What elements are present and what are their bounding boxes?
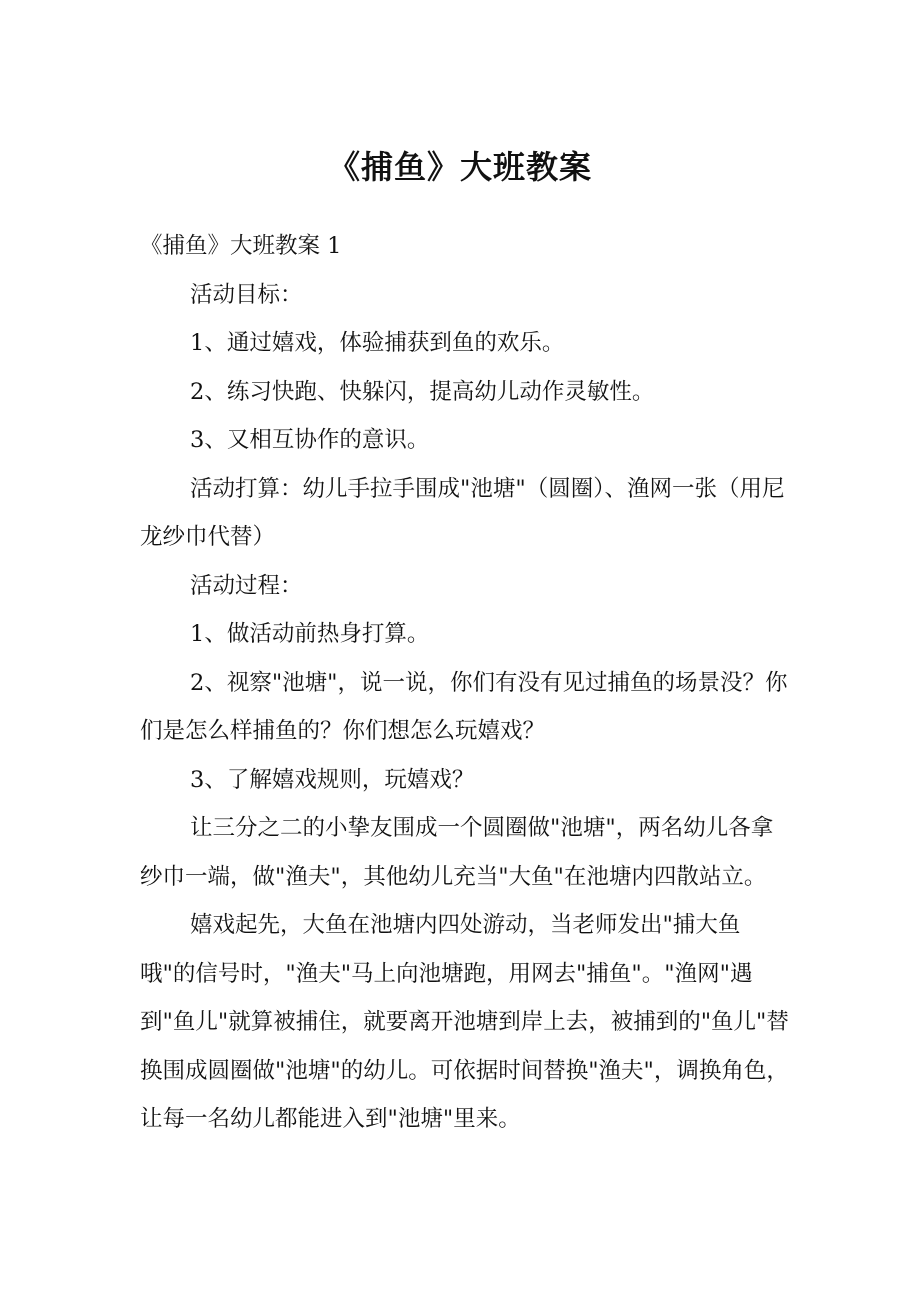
paragraph-process-2: 2、视察"池塘"，说一说，你们有没有见过捕鱼的场景没？你们是怎么样捕鱼的？你们想怎么玩嬉戏？: [140, 669, 788, 744]
section-heading: 《捕鱼》大班教案 1: [140, 233, 342, 259]
paragraph-process-3: 3、了解嬉戏规则，玩嬉戏？: [190, 766, 475, 793]
paragraph-process-1: 1、做活动前热身打算。: [190, 621, 430, 647]
paragraph-goal-3: 3、又相互协作的意识。: [190, 427, 430, 453]
paragraph-preparation: 活动打算：幼儿手拉手围成"池塘"（圆圈）、渔网一张（用尼龙纱巾代替）: [140, 475, 785, 550]
document-body: [140, 222, 790, 1144]
paragraph-process-heading: 活动过程：: [190, 572, 303, 599]
paragraph-rules-1: 让三分之二的小挚友围成一个圆圈做"池塘"，两名幼儿各拿纱巾一端，做"渔夫"，其他幼儿充当"大鱼"在池塘内四散站立。: [140, 815, 774, 890]
paragraph-goal-2: 2、练习快跑、快躲闪，提高幼儿动作灵敏性。: [190, 378, 655, 405]
paragraph-goal-1: 1、通过嬉戏，体验捕获到鱼的欢乐。: [190, 330, 565, 356]
paragraph-rules-2: 嬉戏起先，大鱼在池塘内四处游动，当老师发出"捕大鱼哦"的信号时，"渔夫"马上向池塘跑，用网去"捕鱼"。"渔网"遇到"鱼儿"就算被捕住，就要离开池塘到岸上去，被捕到的"鱼儿"替换围成圆圈做"池塘"的幼儿。可依据时间替换"渔夫"，调换角色，让每一名幼儿都能进入到"池塘"里来。: [140, 912, 789, 1132]
paragraph-goals-heading: 活动目标：: [190, 281, 303, 308]
document-title: 《捕鱼》大班教案: [327, 148, 592, 186]
